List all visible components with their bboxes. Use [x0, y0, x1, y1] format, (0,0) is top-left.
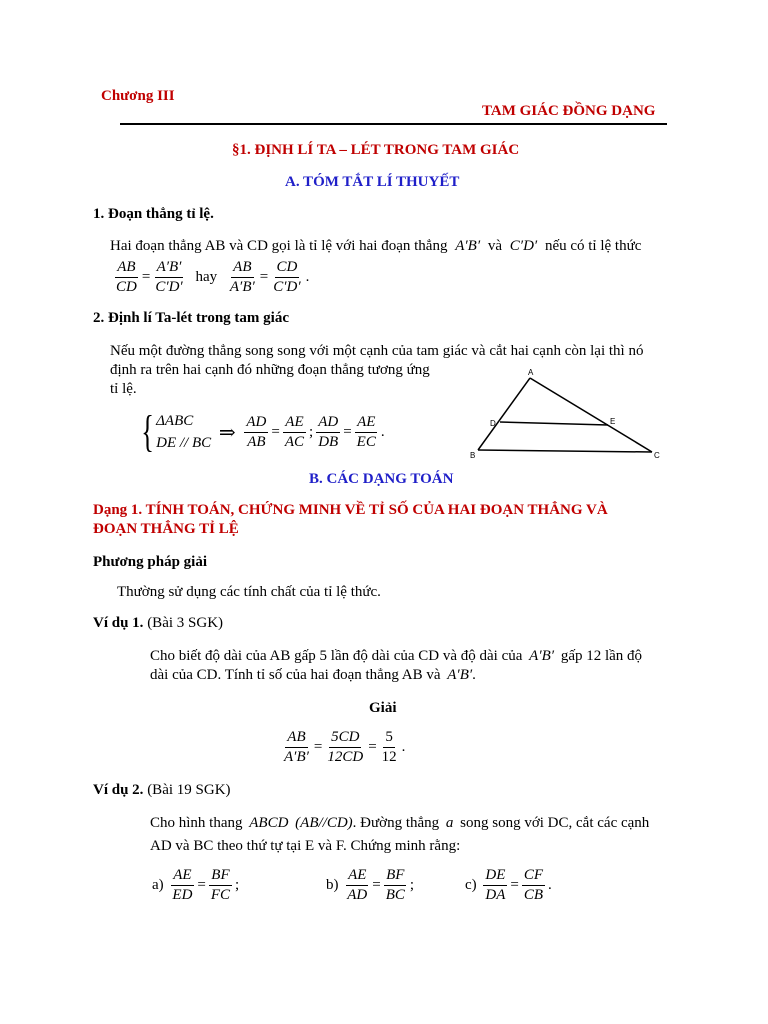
denominator: AB [247, 433, 266, 450]
numerator: 5 [383, 728, 395, 748]
header-rule [120, 123, 667, 125]
hay-word: hay [195, 269, 218, 285]
label-e: E [610, 417, 616, 426]
denominator: CD [116, 279, 137, 295]
example1-text2a: dài của CD. Tính tỉ số của hai đoạn thẳng AB và [150, 667, 441, 683]
fraction [244, 413, 268, 452]
example1-label: Ví dụ 1. [93, 615, 144, 631]
side-bc [478, 450, 652, 452]
triangle-figure [466, 364, 662, 460]
numerator: AE [355, 413, 377, 433]
part-b-title: B. CÁC DẠNG TOÁN [309, 471, 454, 487]
numerator: AB [231, 258, 253, 278]
example1-heading [93, 615, 223, 632]
example1-line2: dài của CD. Tính tỉ số của hai đoạn thẳng AB và A′B′. [150, 667, 476, 683]
example2-ref: (Bài 19 SGK) [147, 782, 231, 798]
numerator: AE [283, 413, 305, 433]
example2-a-sym: a [445, 815, 454, 831]
denominator: A′B′ [229, 279, 255, 295]
side-ab [478, 378, 530, 450]
chapter-label: Chương III [101, 88, 175, 104]
example2-abcd: ABCD [249, 815, 289, 831]
numerator: AE [346, 866, 368, 886]
example1-solution: $\frac{AB}{A'B'}$ = $\frac{5CD}{12CD}$ = $\frac{5}{12}$ . [284, 729, 406, 765]
denominator: AC [284, 433, 305, 450]
example1-text1b: gấp 12 lần độ [560, 648, 643, 664]
fraction [209, 866, 232, 905]
fraction [282, 728, 311, 767]
numerator: AD [244, 413, 268, 433]
numerator: BF [209, 866, 231, 886]
chapter-title: TAM GIÁC ĐỒNG DẠNG [482, 103, 656, 119]
example1-sym: A′B′ [529, 648, 555, 664]
denominator: A′B′ [284, 749, 309, 765]
claim-a-label: a) [152, 877, 164, 893]
dang1-line2: ĐOẠN THẲNG TỈ LỆ [93, 521, 239, 537]
numerator: BF [384, 866, 406, 886]
example1-line1 [150, 648, 642, 665]
denominator: BC [385, 887, 405, 903]
thales-formula: { ΔABC DE // BC ⇒ $\frac{AD}{AB}$ = $\frac{AE}{AC}$ ; $\frac{AD}{DB}$ = $\frac{AE}{EC}$ . [137, 410, 387, 454]
implies-arrow: ⇒ [218, 421, 236, 444]
fraction [153, 258, 184, 297]
example2-text1c: song song với DC, cắt các cạnh [460, 815, 650, 831]
numerator: 5CD [329, 728, 361, 748]
denominator: FC [210, 887, 231, 903]
claim-c-label: c) [465, 877, 477, 893]
system-line2: DE // BC [156, 435, 212, 451]
denominator: DA [485, 887, 506, 903]
left-brace: { [141, 407, 154, 456]
fraction [345, 866, 369, 905]
denominator: C′D′ [273, 279, 301, 295]
label-d: D [490, 419, 496, 428]
item2-heading: 2. Định lí Ta-lét trong tam giác [93, 310, 289, 326]
dang1-line1: Dạng 1. TÍNH TOÁN, CHỨNG MINH VỀ TỈ SỐ CỦA HAI ĐOẠN THẲNG VÀ [93, 502, 608, 518]
solution-label: Giải [369, 700, 397, 716]
item1-proportion: $\frac{AB}{CD}$ = $\frac{A'B'}{C'D'}$ hay $\frac{AB}{A'B'}$ = $\frac{CD}{C'D'}$ . [116, 259, 310, 295]
example2-line1 [150, 815, 649, 832]
example1-text1a: Cho biết độ dài của AB gấp 5 lần độ dài của CD và độ dài của [150, 648, 523, 664]
item1-and: và [487, 238, 503, 254]
numerator: AE [171, 866, 193, 886]
example2-label: Ví dụ 2. [93, 782, 144, 798]
numerator: AD [316, 413, 340, 433]
denominator: ED [172, 887, 193, 903]
fraction [522, 866, 545, 905]
claim-b-label: b) [326, 877, 339, 893]
fraction [483, 866, 507, 905]
item1-text-b: nếu có tỉ lệ thức [544, 238, 642, 254]
label-c: C [654, 451, 660, 460]
example2-line2: AD và BC theo thứ tự tại E và F. Chứng minh rằng: [150, 838, 461, 854]
label-a: A [528, 368, 534, 377]
claim-c: c) $\frac{DE}{DA}$ = $\frac{CF}{CB}$ . [465, 867, 552, 903]
label-b: B [470, 451, 476, 460]
example2-text1b: . Đường thẳng [352, 815, 440, 831]
fraction [283, 413, 306, 452]
item1-sym1: A′B′ [455, 238, 481, 254]
denominator: CB [523, 887, 544, 903]
item2-line2: định ra trên hai cạnh đó những đoạn thẳng tương ứng [110, 362, 430, 378]
item1-sym2: C′D′ [509, 238, 538, 254]
item2-line3: tỉ lệ. [110, 381, 137, 397]
item1-heading: 1. Đoạn thẳng tỉ lệ. [93, 206, 214, 222]
section-title: §1. ĐỊNH LÍ TA – LÉT TRONG TAM GIÁC [232, 142, 520, 158]
fraction [271, 258, 302, 297]
method-heading: Phương pháp giải [93, 554, 208, 570]
method-text: Thường sử dụng các tính chất của tỉ lệ thức. [117, 584, 381, 600]
numerator: AB [115, 258, 137, 278]
example1-sym2: A′B′ [447, 667, 473, 683]
fraction [114, 258, 139, 297]
fraction [355, 413, 378, 452]
denominator: 12 [381, 749, 397, 765]
example2-heading [93, 782, 231, 799]
numerator: AB [285, 728, 307, 748]
system [137, 407, 212, 456]
fraction [380, 728, 399, 767]
example1-ref: (Bài 3 SGK) [147, 615, 224, 631]
example2-paren: (AB//CD) [295, 815, 353, 831]
fraction [316, 413, 340, 452]
item1-text [110, 238, 641, 255]
denominator: EC [356, 433, 376, 450]
denominator: AD [347, 887, 368, 903]
fraction [325, 728, 365, 767]
fraction [228, 258, 257, 297]
example2-text1a: Cho hình thang [150, 815, 243, 831]
numerator: A′B′ [155, 258, 184, 278]
fraction [384, 866, 407, 905]
denominator: 12CD [327, 749, 364, 765]
denominator: C′D′ [155, 279, 183, 295]
system-line1: ΔABC [156, 413, 194, 429]
denominator: DB [318, 433, 339, 450]
claim-a: a) $\frac{AE}{ED}$ = $\frac{BF}{FC}$ ; [152, 867, 240, 903]
numerator: CD [275, 258, 300, 278]
side-ac [530, 378, 652, 452]
numerator: CF [522, 866, 545, 886]
numerator: DE [483, 866, 507, 886]
claim-b: b) $\frac{AE}{AD}$ = $\frac{BF}{BC}$ ; [326, 867, 415, 903]
part-a-title: A. TÓM TẮT LÍ THUYẾT [285, 174, 460, 190]
segment-de [500, 422, 608, 425]
fraction [170, 866, 194, 905]
item1-text-a: Hai đoạn thẳng AB và CD gọi là tỉ lệ với hai đoạn thẳng [110, 238, 448, 254]
item2-line1: Nếu một đường thẳng song song với một cạnh của tam giác và cắt hai cạnh còn lại thì nó [110, 343, 644, 359]
